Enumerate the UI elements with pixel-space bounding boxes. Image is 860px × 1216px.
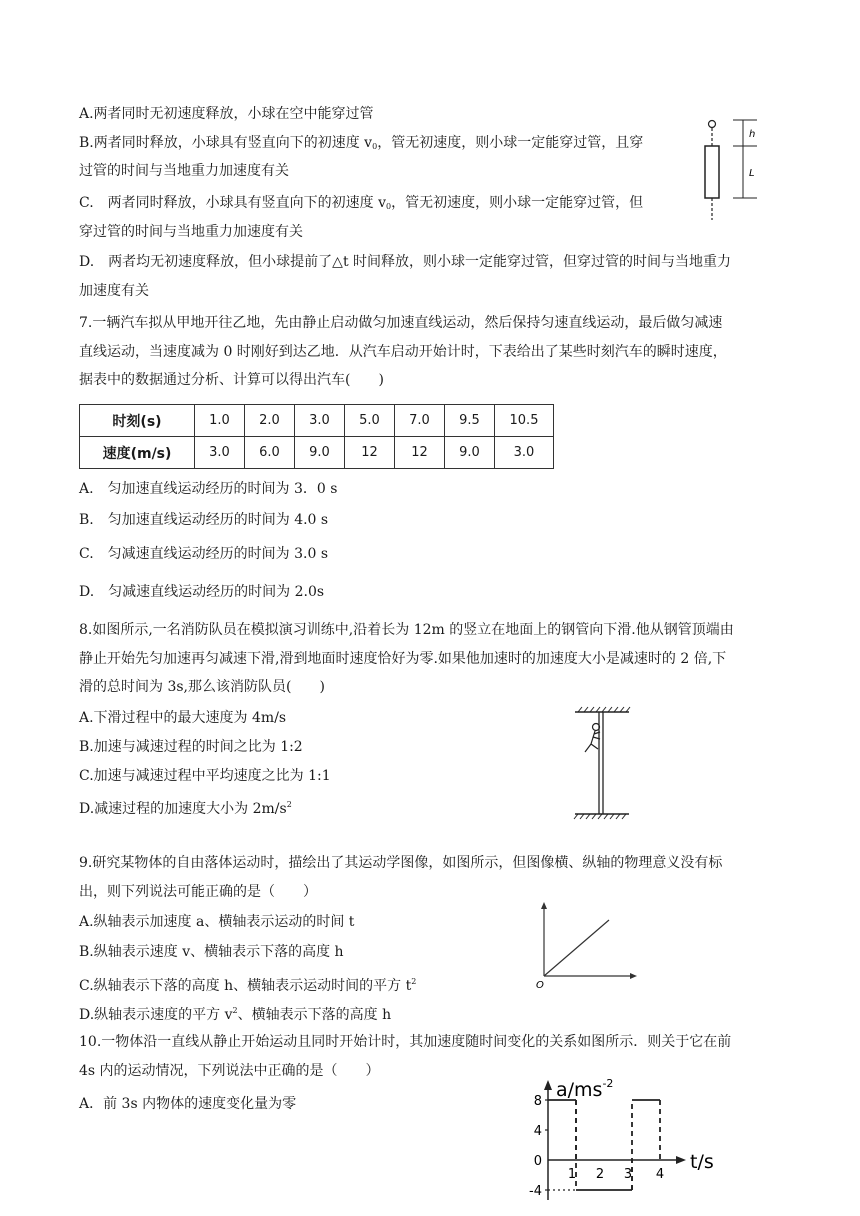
q6-option-d-line1: D. 两者均无初速度释放，但小球提前了△t 时间释放，则小球一定能穿过管，但穿过管的时间与当地重力 — [79, 254, 732, 270]
L-label: L — [749, 168, 755, 179]
y-tick-label: 0 — [533, 1154, 542, 1169]
q9-option-d: D.纵轴表示速度的平方 $v^2$、横轴表示下落的高度 h — [79, 1006, 392, 1023]
q6-option-a: A.两者同时无初速度释放，小球在空中能穿过管 — [79, 106, 374, 122]
table-cell: 2.0 — [245, 405, 295, 437]
table-cell: 10.5 — [495, 405, 554, 437]
q7-stem-line2: 直线运动，当速度减为 0 时刚好到达乙地．从汽车启动开始计时，下表给出了某些时刻汽车的瞬时速度， — [79, 344, 727, 360]
x-tick-label: 4 — [655, 1167, 665, 1182]
x-tick-label: 1 — [567, 1167, 577, 1182]
q10-acceleration-time-chart — [530, 1072, 720, 1208]
origin-label: O — [536, 980, 544, 991]
q9-linear-graph — [534, 900, 640, 990]
table-cell: 12 — [395, 437, 445, 469]
q7-option-d: D. 匀减速直线运动经历的时间为 2.0s — [79, 584, 325, 600]
ball-icon — [709, 121, 716, 128]
q8-option-a: A.下滑过程中的最大速度为 4m/s — [79, 710, 287, 726]
table-cell: 6.0 — [245, 437, 295, 469]
row-header-velocity: 速度(m/s) — [80, 437, 195, 469]
q8-option-d: D.减速过程的加速度大小为 $2m/s^2$ — [79, 800, 292, 817]
x-tick-label: 3 — [623, 1167, 633, 1182]
q7-option-b: B. 匀加速直线运动经历的时间为 4.0 s — [79, 512, 329, 528]
table-cell: 3.0 — [195, 437, 245, 469]
q7-time-velocity-table — [79, 404, 554, 469]
q8-firefighter-pole-figure — [572, 704, 632, 822]
q8-stem-line1: 8.如图所示,一名消防队员在模拟演习训练中,沿着长为 12m 的竖立在地面上的钢管向下滑.他从钢管顶端由 — [79, 622, 734, 638]
table-cell: 5.0 — [345, 405, 395, 437]
table-cell: 12 — [345, 437, 395, 469]
table-cell: 9.0 — [445, 437, 495, 469]
q8-option-b: B.加速与减速过程的时间之比为 1:2 — [79, 739, 303, 755]
y-tick-label: 8 — [533, 1094, 542, 1109]
tube-icon — [705, 146, 719, 198]
q8-stem-line2: 静止开始先匀加速再匀减速下滑,滑到地面时速度恰好为零.如果他加速时的加速度大小是减速时的 2 倍,下 — [79, 651, 727, 667]
table-row — [80, 405, 554, 437]
table-cell: 9.0 — [295, 437, 345, 469]
table-cell: 3.0 — [495, 437, 554, 469]
table-cell: 7.0 — [395, 405, 445, 437]
q7-option-c: C. 匀减速直线运动经历的时间为 3.0 s — [79, 546, 329, 562]
q7-stem-line3: 据表中的数据通过分析、计算可以得出汽车( ) — [79, 372, 384, 388]
table-cell: 3.0 — [295, 405, 345, 437]
x-tick-label: 2 — [595, 1167, 605, 1182]
q9-option-b: B.纵轴表示速度 v、横轴表示下落的高度 h — [79, 944, 344, 960]
q7-stem-line1: 7.一辆汽车拟从甲地开往乙地，先由静止启动做匀加速直线运动，然后保持匀速直线运动，最后做匀减速 — [79, 315, 723, 331]
graph-line — [544, 920, 609, 976]
y-tick-label: -4 — [529, 1184, 542, 1199]
q6-option-c-line2: 穿过管的时间与当地重力加速度有关 — [79, 224, 303, 240]
y-axis-label: $a/ms^{-2}$ — [556, 1077, 614, 1101]
q6-option-d-line2: 加速度有关 — [79, 283, 149, 299]
q9-stem-line1: 9.研究某物体的自由落体运动时，描绘出了其运动学图像，如图所示，但图像横、纵轴的物理意义没有标 — [79, 855, 723, 871]
row-header-time: 时刻(s) — [80, 405, 195, 437]
q10-stem-line2: 4s 内的运动情况，下列说法中正确的是（ ） — [79, 1063, 380, 1079]
q9-option-a: A.纵轴表示加速度 a、横轴表示运动的时间 t — [79, 914, 355, 930]
q6-option-b-line2: 过管的时间与当地重力加速度有关 — [79, 163, 289, 179]
q6-ball-tube-figure — [695, 112, 765, 228]
q8-option-c: C.加速与减速过程中平均速度之比为 1:1 — [79, 768, 331, 784]
q10-stem-line1: 10.一物体沿一直线从静止开始运动且同时开始计时，其加速度随时间变化的关系如图所示．则关于它在前 — [79, 1034, 732, 1050]
y-tick-label: 4 — [533, 1124, 542, 1139]
q9-stem-line2: 出，则下列说法可能正确的是（ ） — [79, 884, 317, 900]
q7-option-a: A. 匀加速直线运动经历的时间为 3．0 s — [79, 481, 338, 497]
q10-option-a: A．前 3s 内物体的速度变化量为零 — [79, 1096, 297, 1112]
firefighter-icon — [585, 724, 600, 753]
table-cell: 9.5 — [445, 405, 495, 437]
h-label: h — [749, 129, 756, 140]
table-row — [80, 437, 554, 469]
x-axis-label: t/s — [690, 1151, 714, 1173]
q6-option-b-line1: B.两者同时释放，小球具有竖直向下的初速度 $v_0$，管无初速度，则小球一定能穿过管，且穿 — [79, 135, 644, 151]
q6-option-c-line1: C. 两者同时释放，小球具有竖直向下的初速度 $v_0$，管无初速度，则小球一定能穿过管，但 — [79, 195, 644, 211]
table-cell: 1.0 — [195, 405, 245, 437]
q9-option-c: C.纵轴表示下落的高度 h、横轴表示运动时间的平方 $t^2$ — [79, 977, 417, 994]
q8-stem-line3: 滑的总时间为 3s,那么该消防队员( ) — [79, 679, 325, 695]
